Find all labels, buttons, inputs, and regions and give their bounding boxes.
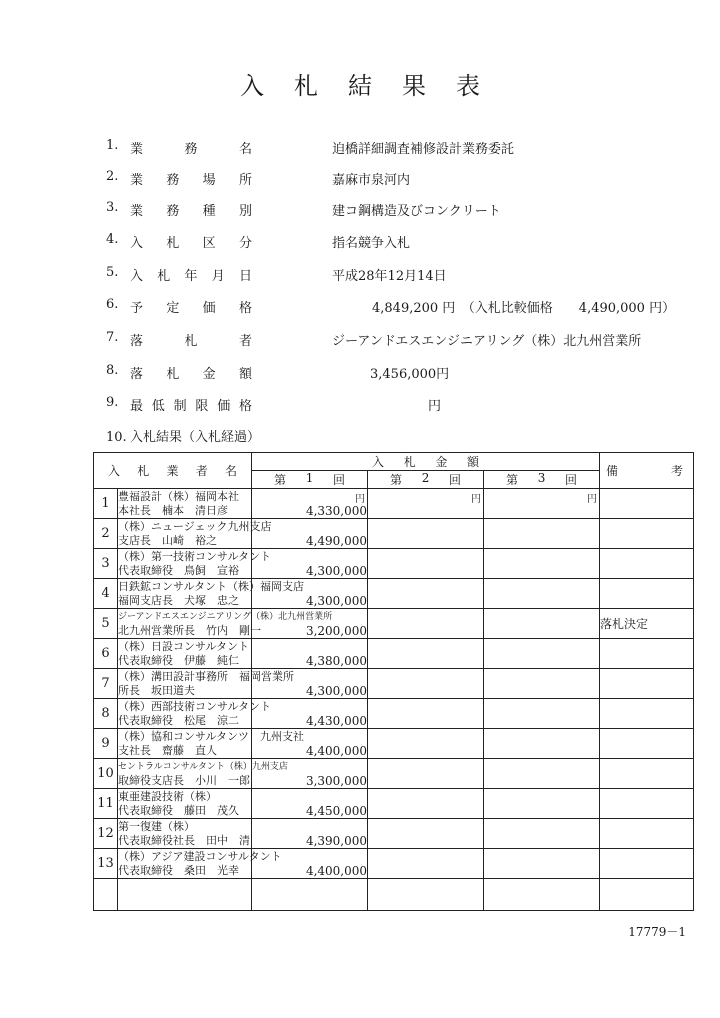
blank-row <box>94 879 694 911</box>
bidder-company: （株）溝田設計事務所 福岡営業所 <box>118 669 294 683</box>
yen-unit: 円 <box>471 494 482 505</box>
round-1-amount <box>252 699 368 729</box>
bidder-company: （株）協和コンサルタンツ 九州支社 <box>118 729 305 743</box>
bidder-name <box>118 789 252 819</box>
bidder-representative: 所長 坂田道夫 <box>118 683 195 697</box>
round-1-header: 第 1 回 <box>252 471 368 489</box>
bid-results-table <box>93 452 694 911</box>
bidder-company: （株）アジア建設コンサルタント <box>118 849 282 863</box>
amount-value: 4,450,000 <box>305 804 368 818</box>
blank-cell <box>118 879 252 911</box>
row-index: 11 <box>94 789 118 819</box>
table-row <box>94 609 694 639</box>
amount-value: 4,300,000 <box>305 684 368 698</box>
round-1-amount <box>252 609 368 639</box>
round-1-amount <box>252 519 368 549</box>
round-3-amount <box>484 639 600 669</box>
bid-section-label <box>106 426 260 445</box>
bidder-company: （株）日設コンサルタント <box>118 639 250 653</box>
row-index: 2 <box>94 519 118 549</box>
bidder-company: （株）第一技術コンサルタント <box>118 549 272 563</box>
info-label: 落 札 金 額 <box>130 367 252 382</box>
info-value: 嘉麻市泉河内 <box>332 173 411 188</box>
info-label: 入 札 区 分 <box>130 236 252 251</box>
row-index: 5 <box>94 609 118 639</box>
round-2-amount <box>368 729 484 759</box>
info-label: 業 務 場 所 <box>130 173 252 188</box>
round-3-amount <box>484 669 600 699</box>
round-3-amount <box>484 489 600 519</box>
round-2-amount <box>368 639 484 669</box>
remarks <box>600 669 694 699</box>
remarks <box>600 729 694 759</box>
remarks <box>600 849 694 879</box>
info-value: 迫橋詳細調査補修設計業務委託 <box>332 142 515 157</box>
bidder-representative: 代表取締役社長 田中 清 <box>118 833 250 847</box>
round-3-amount <box>484 699 600 729</box>
bidder-company: 東亜建設技術（株） <box>118 789 217 803</box>
row-index: 7 <box>94 669 118 699</box>
info-label: 業 務 種 別 <box>130 204 252 219</box>
info-row <box>0 265 720 285</box>
round-3-amount <box>484 609 600 639</box>
round-2-amount <box>368 669 484 699</box>
bidder-name <box>118 549 272 579</box>
info-number: 7. <box>106 330 119 345</box>
row-index: 9 <box>94 729 118 759</box>
amount-value: 4,300,000 <box>305 564 368 578</box>
table-row <box>94 489 694 519</box>
bidder-header: 入 札 業 者 名 <box>94 453 252 489</box>
round-1-amount <box>252 489 368 519</box>
remarks <box>600 579 694 609</box>
round-1-amount <box>252 849 368 879</box>
info-label: 業 務 名 <box>130 142 252 157</box>
info-value: 平成28年12月14日 <box>332 269 447 284</box>
round-2-amount <box>368 789 484 819</box>
table-row <box>94 789 694 819</box>
table-row <box>94 819 694 849</box>
amount-value: 3,300,000 <box>305 774 368 788</box>
table-row <box>94 759 694 789</box>
page-title: 入札結果表 <box>240 72 510 100</box>
info-value: 3,456,000円 <box>370 367 450 382</box>
round-2-amount <box>368 489 484 519</box>
amount-value: 4,300,000 <box>305 594 368 608</box>
round-2-amount <box>368 609 484 639</box>
bidder-representative: 代表取締役 藤田 茂久 <box>118 803 239 817</box>
round-3-amount <box>484 819 600 849</box>
bidder-representative: 代表取締役 伊藤 純仁 <box>118 653 239 667</box>
row-index: 13 <box>94 849 118 879</box>
round-1-amount <box>252 819 368 849</box>
remarks <box>600 549 694 579</box>
bidder-representative: 代表取締役 桑田 光幸 <box>118 863 239 877</box>
table-row <box>94 699 694 729</box>
round-2-amount <box>368 849 484 879</box>
remarks <box>600 789 694 819</box>
round-3-amount <box>484 759 600 789</box>
row-index: 3 <box>94 549 118 579</box>
info-value: 建コ鋼構造及びコンクリート <box>332 204 501 219</box>
blank-cell <box>600 879 694 911</box>
info-row <box>0 169 720 189</box>
info-number: 6. <box>106 297 119 312</box>
remarks <box>600 519 694 549</box>
row-index: 1 <box>94 489 118 519</box>
info-value: ジーアンドエスエンジニアリング（株）北九州営業所 <box>332 334 642 349</box>
bidder-company: 豊福設計（株）福岡本社 <box>118 489 239 503</box>
info-label: 入 札 年 月 日 <box>130 269 252 284</box>
bidder-company: ジーアンドエスエンジニアリング（株）北九州営業所 <box>118 611 333 622</box>
amount-value: 4,390,000 <box>305 834 368 848</box>
round-1-amount <box>252 639 368 669</box>
row-index: 4 <box>94 579 118 609</box>
info-row <box>0 297 720 317</box>
info-number: 3. <box>106 200 119 215</box>
round-1-amount <box>252 789 368 819</box>
round-1-amount <box>252 729 368 759</box>
bid-rows <box>94 489 694 911</box>
amount-value: 4,400,000 <box>305 864 368 878</box>
info-row <box>0 395 720 415</box>
bidder-representative: 北九州営業所長 竹内 剛一 <box>118 623 261 637</box>
table-row <box>94 579 694 609</box>
round-3-amount <box>484 579 600 609</box>
bidder-name <box>118 849 282 879</box>
round-1-amount <box>252 669 368 699</box>
bidder-representative: 支店長 山崎 裕之 <box>118 533 217 547</box>
bidder-company: セントラルコンサルタント（株）九州支店 <box>118 761 288 772</box>
blank-cell <box>94 879 118 911</box>
amount-value: 4,490,000 <box>305 534 368 548</box>
info-number: 9. <box>106 395 119 410</box>
row-index: 6 <box>94 639 118 669</box>
bid-section-title: 入札結果（入札経過） <box>130 430 261 445</box>
bidder-company: 第一復建（株） <box>118 819 195 833</box>
yen-unit: 円 <box>587 494 598 505</box>
remarks <box>600 759 694 789</box>
info-number: 8. <box>106 363 119 378</box>
bidder-name <box>118 639 252 669</box>
round-3-header: 第 3 回 <box>484 471 600 489</box>
bidder-name <box>118 579 305 609</box>
bid-section-number: 10. <box>106 430 127 445</box>
round-1-amount <box>252 549 368 579</box>
document-number: 17779－1 <box>628 925 686 939</box>
round-3-amount <box>484 789 600 819</box>
table-row <box>94 519 694 549</box>
table-row <box>94 639 694 669</box>
info-number: 4. <box>106 232 119 247</box>
bidder-representative: 取締役支店長 小川 一郎 <box>118 773 250 787</box>
remarks <box>600 639 694 669</box>
bidder-name <box>118 519 272 549</box>
round-3-amount <box>484 849 600 879</box>
info-row <box>0 200 720 220</box>
bidder-name <box>118 729 305 759</box>
bidder-name <box>118 699 272 729</box>
info-label: 予 定 価 格 <box>130 301 252 316</box>
remarks <box>600 819 694 849</box>
yen-unit: 円 <box>355 494 366 505</box>
amount-value: 4,330,000 <box>305 504 368 518</box>
round-3-amount <box>484 549 600 579</box>
round-2-header: 第 2 回 <box>368 471 484 489</box>
bidder-representative: 福岡支店長 犬塚 忠之 <box>118 593 239 607</box>
round-3-amount <box>484 519 600 549</box>
round-2-amount <box>368 519 484 549</box>
bidder-name <box>118 609 333 639</box>
table-row <box>94 729 694 759</box>
bidder-name <box>118 489 252 519</box>
round-2-amount <box>368 819 484 849</box>
bidder-representative: 代表取締役 鳥飼 宣裕 <box>118 563 239 577</box>
blank-cell <box>368 879 484 911</box>
info-number: 2. <box>106 169 119 184</box>
remarks <box>600 699 694 729</box>
round-1-amount <box>252 579 368 609</box>
row-index: 12 <box>94 819 118 849</box>
info-number: 5. <box>106 265 119 280</box>
bidder-name <box>118 759 288 789</box>
remarks-header: 備 考 <box>600 453 694 489</box>
table-row <box>94 849 694 879</box>
round-3-amount <box>484 729 600 759</box>
blank-cell <box>252 879 368 911</box>
table-row <box>94 549 694 579</box>
info-label: 落 札 者 <box>130 334 252 349</box>
bidder-representative: 代表取締役 松尾 涼二 <box>118 713 239 727</box>
amount-value: 3,200,000 <box>305 624 368 638</box>
bidder-representative: 本社長 楠本 清日彦 <box>118 503 228 517</box>
row-index: 10 <box>94 759 118 789</box>
bidder-company: （株）西部技術コンサルタント <box>118 699 272 713</box>
info-number: 1. <box>106 138 119 153</box>
round-2-amount <box>368 579 484 609</box>
info-value: 円 <box>428 399 442 414</box>
info-label: 最 低 制 限 価 格 <box>130 399 252 414</box>
row-index: 8 <box>94 699 118 729</box>
bidder-company: （株）ニュージェック九州支店 <box>118 519 272 533</box>
table-row <box>94 669 694 699</box>
info-row <box>0 232 720 252</box>
round-1-amount <box>252 759 368 789</box>
blank-cell <box>484 879 600 911</box>
round-2-amount <box>368 549 484 579</box>
round-2-amount <box>368 759 484 789</box>
info-row <box>0 330 720 350</box>
info-value: 4,849,200 円 （入札比較価格 4,490,000 円） <box>372 301 676 316</box>
amount-value: 4,380,000 <box>305 654 368 668</box>
info-row <box>0 138 720 158</box>
bidder-representative: 支社長 齋藤 直人 <box>118 743 217 757</box>
info-row <box>0 363 720 383</box>
round-2-amount <box>368 699 484 729</box>
bidder-name <box>118 819 252 849</box>
remarks <box>600 489 694 519</box>
bidder-company: 日鉄鉱コンサルタント（株）福岡支店 <box>118 579 305 593</box>
info-value: 指名競争入札 <box>332 236 411 251</box>
amount-value: 4,400,000 <box>305 744 368 758</box>
amount-header: 入 札 金 額 <box>252 453 600 471</box>
remarks: 落札決定 <box>600 609 694 639</box>
amount-value: 4,430,000 <box>305 714 368 728</box>
bidder-name <box>118 669 294 699</box>
